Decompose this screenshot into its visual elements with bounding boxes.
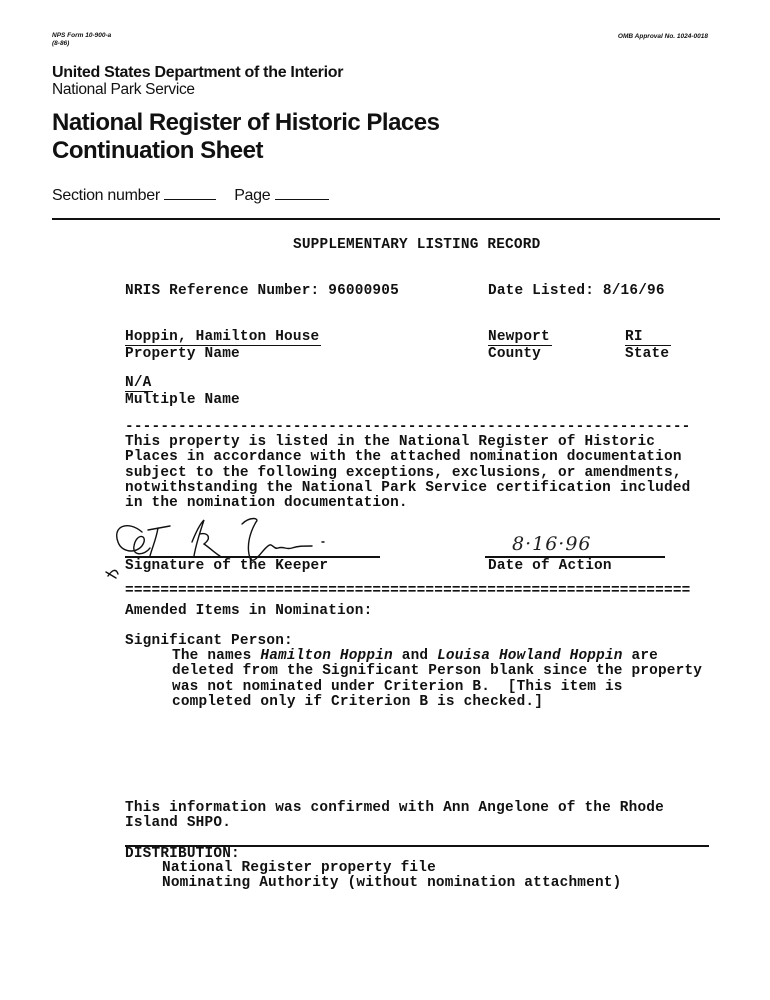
county-label: County <box>488 346 542 362</box>
multiple-name-field <box>125 375 245 408</box>
omb-approval: OMB Approval No. 1024-0018 <box>617 33 708 40</box>
department-name: United States Department of the Interior <box>52 64 344 81</box>
distribution-list <box>162 861 621 892</box>
section-page-fields <box>52 187 329 205</box>
action-date-handwritten: 8·16·96 <box>512 533 592 555</box>
property-name-value: Hoppin, Hamilton House <box>125 329 320 345</box>
signature-label: Signature of the Keeper <box>125 558 329 574</box>
county-value: Newport <box>488 329 552 346</box>
nris-reference: NRIS Reference Number: 96000905 <box>125 283 399 299</box>
form-number: NPS Form 10-900-a (8-86) <box>52 32 112 47</box>
page-number-blank <box>275 199 329 200</box>
state-value: RI <box>625 329 671 346</box>
listing-statement: This property is listed in the National Register of Historic Places in accordance with the attached nomination documentation subject to the following exceptions, exclusions, or amendments, notwithstanding the National Park Service certification included in the nomination documentation. <box>125 434 691 512</box>
page-title: National Register of Historic Places Continuation Sheet <box>52 109 440 164</box>
confirmation-note: This information was confirmed with Ann Angelone of the Rhode Island SHPO. <box>125 800 664 832</box>
record-heading: SUPPLEMENTARY LISTING RECORD <box>293 237 541 253</box>
page-label: Page <box>234 187 271 204</box>
header-divider <box>52 218 720 220</box>
distribution-label: DISTRIBUTION: <box>125 846 240 862</box>
multiple-name-label: Multiple Name <box>125 392 240 408</box>
significant-person-label: Significant Person: <box>125 633 293 649</box>
amended-heading: Amended Items in Nomination: <box>125 603 373 619</box>
list-item: National Register property file <box>162 860 436 876</box>
multiple-name-value: N/A <box>125 375 152 391</box>
state-field <box>625 329 671 362</box>
agency-name: National Park Service <box>52 81 195 98</box>
date-of-action-label: Date of Action <box>488 558 612 574</box>
section-number-label: Section number <box>52 187 160 204</box>
county-field <box>488 329 552 362</box>
date-listed: Date Listed: 8/16/96 <box>488 283 665 299</box>
dashed-separator: ---------------------------------------------------------------- <box>125 419 690 435</box>
significant-person-text: The names Hamilton Hoppin and Louisa Howland Hoppin are deleted from the Significant Person blank since the property was not nominated under Criterion B. [This item is completed only if Criterion B is checked.] <box>172 648 703 710</box>
state-label: State <box>625 346 670 362</box>
section-number-blank <box>164 199 216 200</box>
property-name-field <box>125 329 321 362</box>
double-separator: ================================================================ <box>125 585 690 597</box>
list-item: Nominating Authority (without nomination attachment) <box>162 875 622 892</box>
property-name-label: Property Name <box>125 346 240 362</box>
